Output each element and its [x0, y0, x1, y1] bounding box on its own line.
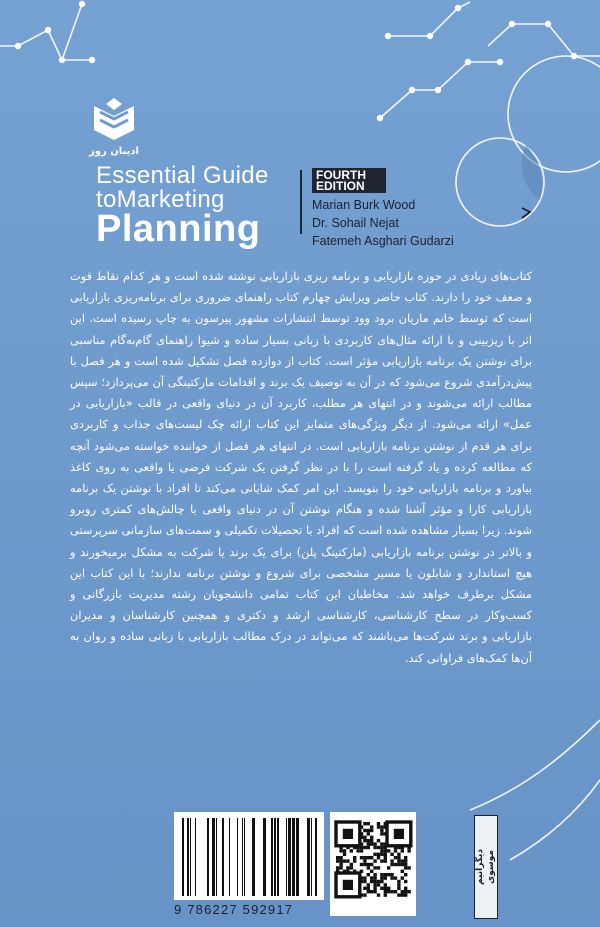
qr-module [380, 887, 383, 890]
qr-module [367, 887, 370, 890]
qr-module [387, 890, 390, 893]
qr-module [390, 890, 393, 893]
qr-module [404, 859, 407, 862]
qr-module [363, 839, 366, 842]
qr-module [407, 866, 410, 869]
qr-module [373, 880, 376, 883]
qr-module [380, 876, 383, 879]
qr-module [401, 870, 404, 873]
price-note-text [475, 816, 497, 918]
qr-module [370, 870, 373, 873]
qr-module [373, 876, 376, 879]
qr-module [387, 866, 390, 869]
qr-module [401, 863, 404, 866]
qr-module [377, 893, 380, 896]
edition-badge [312, 168, 386, 193]
qr-module [363, 829, 366, 832]
qr-module [397, 863, 400, 866]
qr-module [387, 887, 390, 890]
qr-module [363, 856, 366, 859]
barcode-bar [288, 818, 291, 896]
blurb-text [70, 266, 532, 669]
qr-module [387, 873, 390, 876]
qr-module [384, 873, 387, 876]
book-title-line-1: Essential Guide [96, 162, 269, 189]
qr-module [380, 873, 383, 876]
qr-module [380, 849, 383, 852]
qr-module [380, 842, 383, 845]
barcode-bar [311, 818, 312, 896]
qr-module [377, 825, 380, 828]
qr-module [367, 842, 370, 845]
qr-module [370, 839, 373, 842]
qr-module [384, 890, 387, 893]
blurb-paragraph-2: این امر کمک شایانی می‌کند تا افراد با نوشتن یک برنامه بازاریابی کارا و مؤثر آشنا شده و هنگام نوشتن آن در دنیای واقعی با چالش‌های کمتری روبرو شوند. زیرا بسیار مشاهده شده است که افراد با تحصیلات تکمیلی و سمت‌های سازمانی سرپرستی و بالاتر در نوشتن برنامه بازاریابی (مارکتینگ پلن) برای یک برند یا شرکت به مشکل برمیخورند و هیچ استاندارد و شابلون یا مسیر مشخصی برای شروع و نوشتن برنامه ندارند؛ با این کتاب این مشکل برطرف خواهد شد. مخاطبان این کتاب تمامی دانشجویان رشته مدیریت بازرگانی و کسب‌وکار در سطح کارشناسی، کارشناسی ارشد و دکتری و همچنین کارشناسان و مدیران بازاریابی و برند شرکت‌ها می‌باشند که می‌تواند در درک مطالب بازاریابی با زبانی ساده و روان به آن‌ها کمک‌های فراوانی کند. [70, 481, 532, 665]
qr-module [384, 849, 387, 852]
qr-module [397, 853, 400, 856]
qr-module [360, 863, 363, 866]
qr-module [390, 876, 393, 879]
qr-module [346, 859, 349, 862]
qr-module [370, 836, 373, 839]
qr-module [346, 866, 349, 869]
qr-module [363, 822, 366, 825]
qr-module [367, 863, 370, 866]
qr-module [367, 822, 370, 825]
qr-module [380, 846, 383, 849]
edition-badge-line-2: EDITION [316, 179, 365, 193]
qr-module [339, 863, 342, 866]
qr-module [394, 849, 397, 852]
qr-module [339, 866, 342, 869]
qr-module [373, 887, 376, 890]
qr-module [373, 853, 376, 856]
qr-module [380, 832, 383, 835]
price-note-line-1: دیگرانیم [475, 848, 485, 886]
book-title-line-2: toMarketing [96, 186, 225, 213]
qr-module [380, 825, 383, 828]
qr-module [397, 887, 400, 890]
barcode [174, 812, 324, 900]
qr-module [407, 849, 410, 852]
qr-module [350, 863, 353, 866]
author-3: Fatemeh Asghari Gudarzi [312, 234, 454, 248]
qr-module [367, 856, 370, 859]
qr-module [377, 839, 380, 842]
qr-module [390, 863, 393, 866]
qr-module [387, 849, 390, 852]
barcode-bar [216, 818, 217, 896]
qr-module [377, 866, 380, 869]
barcode-bar [222, 818, 224, 896]
qr-module [407, 890, 410, 893]
qr-module [343, 853, 346, 856]
edition-badge-line-1: FOURTH [316, 168, 366, 182]
qr-module [363, 859, 366, 862]
qr-module [377, 856, 380, 859]
qr-module [363, 836, 366, 839]
qr-module [394, 856, 397, 859]
qr-module [384, 859, 387, 862]
barcode-bar [277, 818, 279, 896]
barcode-bar [229, 818, 230, 896]
qr-module [401, 859, 404, 862]
qr-module [397, 880, 400, 883]
qr-module [397, 893, 400, 896]
barcode-bar [274, 818, 276, 896]
qr-module [367, 829, 370, 832]
qr-module [390, 859, 393, 862]
qr-module [336, 856, 339, 859]
qr-module [384, 853, 387, 856]
qr-module [370, 842, 373, 845]
barcode-bar [242, 818, 243, 896]
qr-module [404, 887, 407, 890]
book-title-line-3: Planning [96, 208, 261, 250]
qr-module [370, 863, 373, 866]
barcode-bar [271, 818, 273, 896]
qr-module [384, 893, 387, 896]
qr-module [397, 856, 400, 859]
barcode-bar [315, 818, 317, 896]
barcode-bar [286, 818, 287, 896]
qr-module [363, 880, 366, 883]
qr-module [384, 883, 387, 886]
qr-finder-center [394, 829, 404, 839]
qr-module [370, 825, 373, 828]
qr-module [380, 859, 383, 862]
qr-module [363, 846, 366, 849]
qr-module [343, 859, 346, 862]
qr-module [380, 829, 383, 832]
qr-module [404, 863, 407, 866]
author-2: Dr. Sohail Nejat [312, 216, 399, 230]
barcode-bar [296, 818, 299, 896]
qr-module [363, 887, 366, 890]
qr-module [363, 863, 366, 866]
price-note-box [474, 815, 498, 919]
qr-module [367, 883, 370, 886]
barcode-bar [237, 818, 238, 896]
title-divider [300, 170, 302, 234]
qr-module [404, 880, 407, 883]
barcode-bar [187, 818, 189, 896]
qr-module [373, 859, 376, 862]
qr-module [336, 859, 339, 862]
qr-module [384, 887, 387, 890]
qr-code [330, 812, 416, 916]
price-note-line-2: موسوی [486, 850, 496, 884]
qr-module [339, 856, 342, 859]
qr-module [401, 876, 404, 879]
qr-module [380, 853, 383, 856]
qr-module [394, 863, 397, 866]
qr-module [373, 846, 376, 849]
qr-module [360, 856, 363, 859]
qr-module [373, 866, 376, 869]
qr-module [390, 873, 393, 876]
qr-module [404, 873, 407, 876]
qr-module [401, 849, 404, 852]
qr-module [353, 859, 356, 862]
qr-module [397, 883, 400, 886]
publisher-name: ادیبان روز [89, 146, 139, 157]
qr-module [377, 822, 380, 825]
qr-module [370, 876, 373, 879]
qr-module [404, 866, 407, 869]
qr-module [377, 883, 380, 886]
barcode-bar [263, 818, 266, 896]
qr-module [350, 866, 353, 869]
qr-module [373, 890, 376, 893]
blurb-paragraph-1: کتاب‌های زیادی در حوزه بازاریابی و برنامه ریزی بازاریابی نوشته شده است و هر کدام نقاط قوت و ضعف خود را دارند. کتاب حاضر ویرایش چهارم کتاب راهنمای ضروری برای برنامه‌ریزی بازاریابی است که توسط خانم ماریان برود وود توسط انتشارات مشهور پیرسون به چاپ رسیده است. این اثر با ریزبینی و با ارائه مثال‌های کاربردی با زبانی بسیار ساده و شیوا راهنمای گام‌به‌گام مناسبی برای نوشتن یک برنامه بازاریابی مؤثر است. کتاب از دوازده فصل تشکیل شده است و هر فصل با پیش‌درآمدی شروع می‌شود که در آن به توصیف یک برند و اقدامات مارکتینگی آن می‌پردازد؛ سپس مطالب ارائه می‌شوند و در انتهای هر مطلب، کاربرد آن در دنیای واقعی در قالب «بازاریابی در عمل» ارائه می‌شود. از دیگر ویژگی‌های متمایز این کتاب ارائه چک لیست‌های جذاب و کاربردی برای هر قدم از نوشتن برنامه بازاریابی است. در انتهای هر فصل از خواننده خواسته می‌شود آنچه که مطالعه کرده و یاد گرفته است را با در نظر گرفتن یک شرکت فرضی یا واقعی به روی کاغذ بیاورد و برنامه بازاریابی خود را بنویسد. [70, 269, 532, 496]
qr-module [404, 890, 407, 893]
qr-module [404, 893, 407, 896]
qr-module [339, 849, 342, 852]
author-1: Marian Burk Wood [312, 198, 416, 212]
qr-module [367, 890, 370, 893]
qr-module [377, 853, 380, 856]
qr-module [394, 890, 397, 893]
qr-module [373, 873, 376, 876]
qr-module [360, 849, 363, 852]
barcode-bar [182, 818, 184, 896]
qr-module [353, 856, 356, 859]
qr-module [397, 859, 400, 862]
qr-module [384, 876, 387, 879]
barcode-bar [244, 818, 245, 896]
qr-module [394, 876, 397, 879]
qr-module [356, 849, 359, 852]
qr-module [370, 856, 373, 859]
qr-finder-center [343, 829, 353, 839]
qr-module [370, 880, 373, 883]
qr-module [339, 859, 342, 862]
barcode-bar [252, 818, 255, 896]
barcode-bar [190, 818, 191, 896]
qr-module [401, 890, 404, 893]
qr-module [370, 829, 373, 832]
qr-module [390, 853, 393, 856]
qr-module [367, 839, 370, 842]
qr-module [401, 893, 404, 896]
qr-module [370, 890, 373, 893]
qr-module [373, 842, 376, 845]
qr-module [367, 832, 370, 835]
barcode-bar [207, 818, 209, 896]
qr-module [404, 856, 407, 859]
qr-module [377, 880, 380, 883]
qr-module [367, 846, 370, 849]
qr-module [343, 849, 346, 852]
barcode-bar [195, 818, 196, 896]
qr-module [336, 866, 339, 869]
isbn-number: 9 786227 592917 [174, 902, 294, 917]
qr-finder-center [343, 880, 353, 890]
barcode-bar [292, 818, 295, 896]
publisher-logo-icon [88, 96, 140, 142]
qr-module [363, 893, 366, 896]
qr-module [373, 883, 376, 886]
qr-module [384, 856, 387, 859]
qr-module [380, 880, 383, 883]
qr-module [363, 876, 366, 879]
qr-module [367, 873, 370, 876]
barcode-bar [307, 818, 310, 896]
qr-module [367, 866, 370, 869]
barcode-bar [212, 818, 215, 896]
qr-module [377, 846, 380, 849]
qr-module [350, 849, 353, 852]
